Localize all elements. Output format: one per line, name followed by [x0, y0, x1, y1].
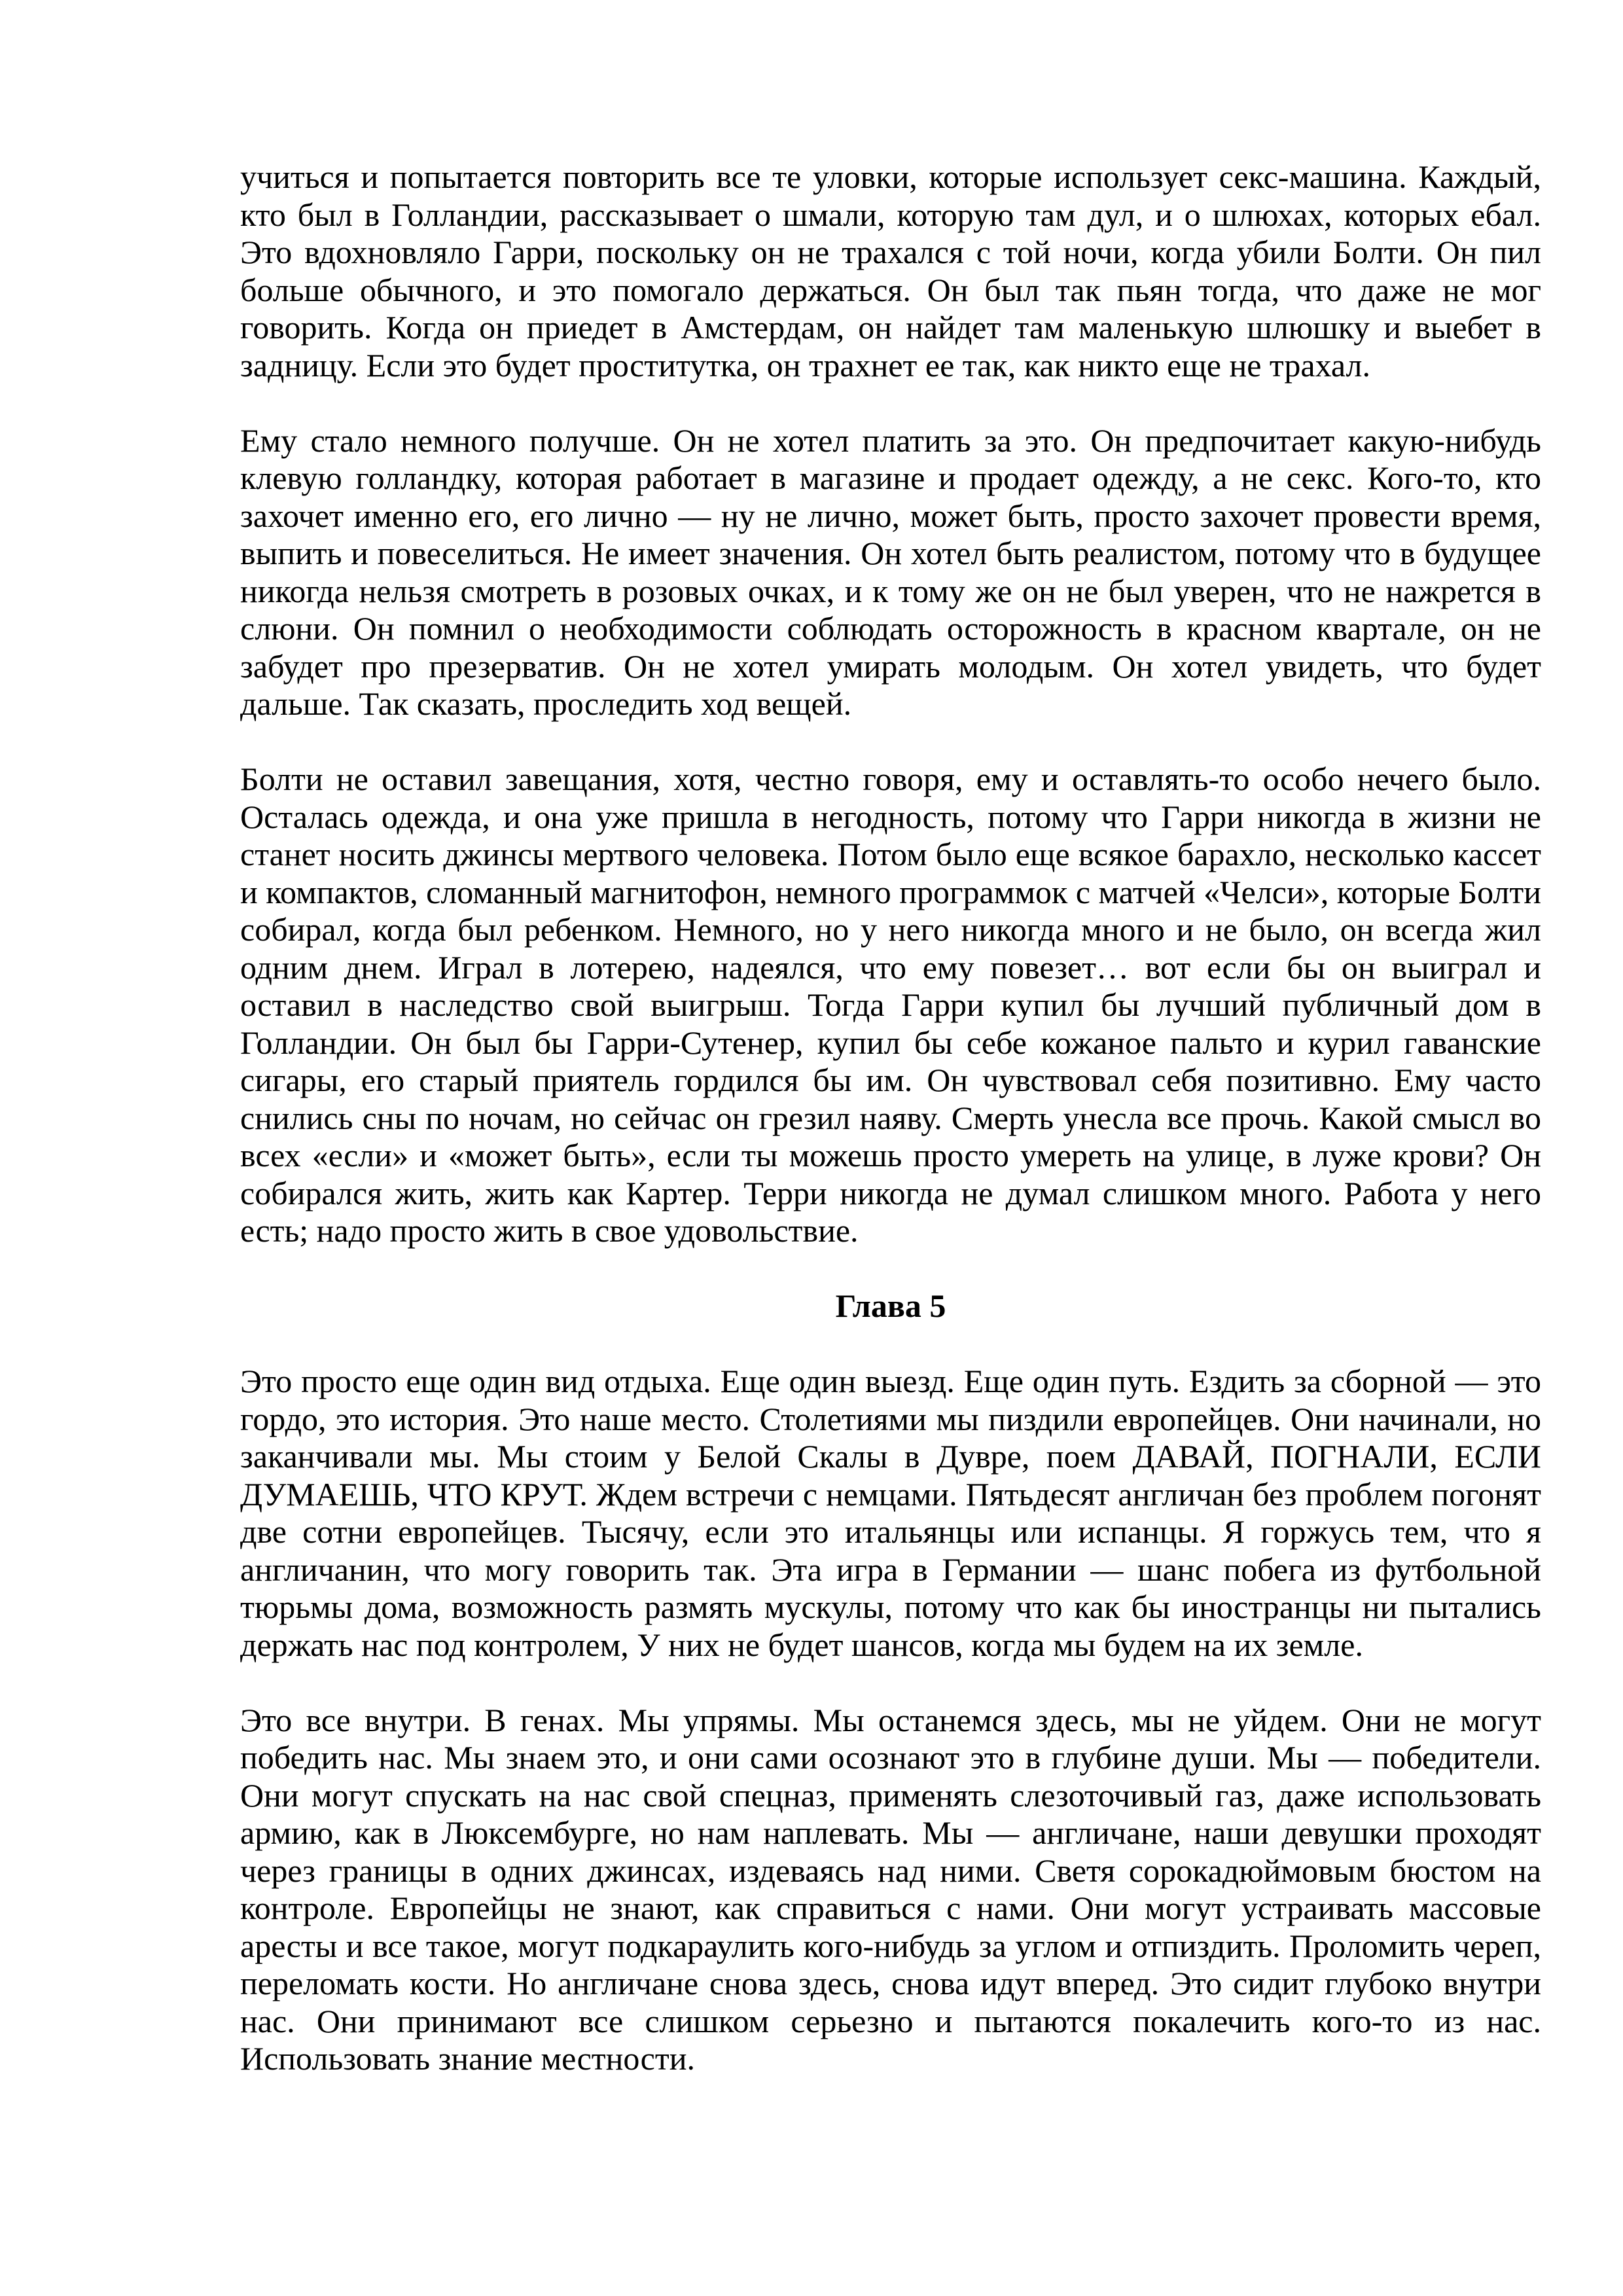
paragraph-3: Болти не оставил завещания, хотя, честно говоря, ему и оставлять-то особо нечего было. Осталась одежда, и она уже пришла в негодность, потому что Гарри никогда в жизни не станет носить джинсы мертвого человека. Потом было еще всякое барахло, несколько кассет и компактов, сломанный магнитофон, немного программок с матчей «Челси», которые Болти собирал, когда был ребенком. Немного, но у него никогда много и не было, он всегда жил одним днем. Играл в лотерею, надеялся, что ему повезет… вот если бы он выиграл и оставил в наследство свой выигрыш. Тогда Гарри купил бы лучший публичный дом в Голландии. Он был бы Гарри-Сутенер, купил бы себе кожаное пальто и курил гаванские сигары, его старый приятель гордился бы им. Он чувствовал себя позитивно. Ему часто снились сны по ночам, но сейчас он грезил наяву. Смерть унесла все прочь. Какой смысл во всех «если» и «может быть», если ты можешь просто умереть на улице, в луже крови? Он собирался жить, жить как Картер. Терри никогда не думал слишком много. Работа у него есть; надо просто жить в свое удовольствие. — [240, 761, 1541, 1249]
chapter-heading: Глава 5 — [835, 1287, 946, 1324]
paragraph-1: учиться и попытается повторить все те уловки, которые использует секс-машина. Каждый, кто был в Голландии, рассказывает о шмали, которую там дул, и о шлюхах, которых ебал. Это вдохновляло Гарри, поскольку он не трахался с той ночи, когда убили Болти. Он пил больше обычного, и это помогало держаться. Он был так пьян тогда, что даже не мог говорить. Когда он приедет в Амстердам, он найдет там маленькую шлюшку и выебет в задницу. Если это будет проститутка, он трахнет ее так, как никто еще не трахал. — [240, 158, 1541, 384]
paragraph-2: Ему стало немного получше. Он не хотел платить за это. Он предпочитает какую-нибудь клевую голландку, которая работает в магазине и продает одежду, а не секс. Кого-то, кто захочет именно его, его лично — ну не лично, может быть, просто захочет провести время, выпить и повеселиться. Не имеет значения. Он хотел быть реалистом, потому что в будущее никогда нельзя смотреть в розовых очках, и к тому же он не был уверен, что не нажрется в слюни. Он помнил о необходимости соблюдать осторожность в красном квартале, он не забудет про презерватив. Он не хотел умирать молодым. Он хотел увидеть, что будет дальше. Так сказать, проследить ход вещей. — [240, 422, 1541, 722]
paragraph-5: Это все внутри. В генах. Мы упрямы. Мы останемся здесь, мы не уйдем. Они не могут победить нас. Мы знаем это, и они сами осознают это в глубине души. Мы — победители. Они могут спускать на нас свой спецназ, применять слезоточивый газ, даже использовать армию, как в Люксембурге, но нам наплевать. Мы — англичане, наши девушки проходят через границы в одних джинсах, издеваясь над ними. Светя сорокадюймовым бюстом на контроле. Европейцы не знают, как справиться с нами. Они могут устраивать массовые аресты и все такое, могут подкараулить кого-нибудь за углом и отпиздить. Проломить череп, переломать кости. Но англичане снова здесь, снова идут вперед. Это сидит глубоко внутри нас. Они принимают все слишком серьезно и пытаются покалечить кого-то из нас. Использовать знание местности. — [240, 1701, 1541, 2077]
text-column — [240, 0, 1541, 2115]
paragraph-4: Это просто еще один вид отдыха. Еще один выезд. Еще один путь. Ездить за сборной — это гордо, это история. Это наше место. Столетиями мы пиздили европейцев. Они начинали, но заканчивали мы. Мы стоим у Белой Скалы в Дувре, поем ДАВАЙ, ПОГНАЛИ, ЕСЛИ ДУМАЕШЬ, ЧТО КРУТ. Ждем встречи с немцами. Пятьдесят англичан без проблем погонят две сотни европейцев. Тысячу, если это итальянцы или испанцы. Я горжусь тем, что я англичанин, что могу говорить так. Эта игра в Германии — шанс побега из футбольной тюрьмы дома, возможность размять мускулы, потому что как бы иностранцы ни пытались держать нас под контролем, У них не будет шансов, когда мы будем на их земле. — [240, 1363, 1541, 1663]
